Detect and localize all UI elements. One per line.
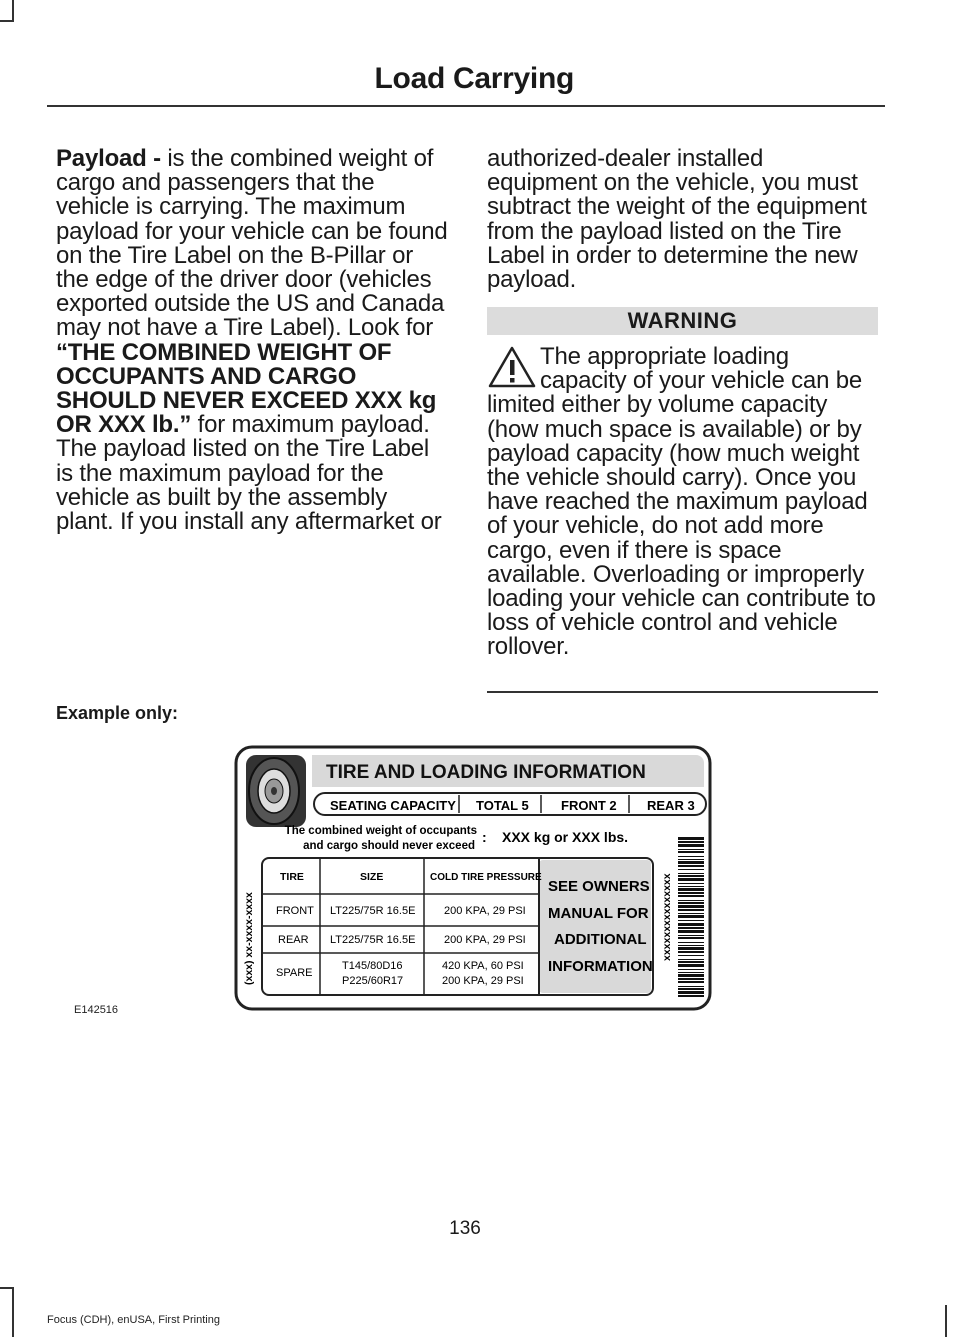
barcode-bar [678,892,704,894]
page-number: 136 [449,1218,481,1239]
barcode-bar [678,915,704,918]
barcode-bar [678,905,704,908]
barcode-bar [678,991,704,994]
barcode-bar [678,878,704,881]
page-title: Load Carrying [374,62,574,95]
seating-front: FRONT 2 [561,798,617,813]
barcode-code: xxxxxxxxxxxxxxx [661,873,673,961]
barcode-bar [678,837,704,840]
tire-loading-label [234,745,712,1011]
barcode-bar [678,978,704,980]
barcode-bar [678,988,704,990]
barcode-bar [678,986,704,987]
owners-manual-line-1: SEE OWNERS [548,878,650,895]
payload-text-2: for maximum payload. The payload listed on the Tire Label is the maximum payload for the vehicle as built by the assembly plant. If you install any aftermarket or [56,411,442,536]
barcode-bar [678,923,704,926]
barcode-bar [678,849,704,850]
barcode-bar [678,961,704,963]
owners-manual-line-3: ADDITIONAL [554,931,647,948]
barcode-bar [678,865,704,867]
example-label: Example only: [56,703,179,723]
seating-total: TOTAL 5 [476,798,529,813]
barcode-bar [678,964,704,967]
barcode-bar [678,859,704,860]
title-divider [47,105,885,107]
row-rear-tire: REAR [278,934,309,946]
barcode-bar [678,883,704,884]
row-spare-size-1: T145/80D16 [342,960,403,972]
seating-capacity-label: SEATING CAPACITY [330,798,456,813]
warning-divider [487,691,878,693]
tire-icon [246,755,306,827]
barcode-bar [678,873,704,874]
tire-label-title: TIRE AND LOADING INFORMATION [326,762,646,783]
barcode-bar [678,935,704,936]
barcode-bar [678,947,704,950]
barcode-bar [678,895,704,897]
owners-manual-line-2: MANUAL FOR [548,905,649,922]
barcode-bar [678,974,704,977]
warning-text: The appropriate loading capacity of your vehicle can be limited either by volume capacity (how much space is available) or by payload capacity (how much weight the vehicle should carry). Once you have reached the maximum payload of your vehicle, do not add more cargo, even if there is space available. Overloading or improperly loading your vehicle can contribute to loss of vehicle control and vehicle rollover. [487,343,876,661]
warning-body [487,345,879,660]
row-spare-pressure-2: 200 KPA, 29 PSI [442,975,524,987]
max-weight-value: XXX kg or XXX lbs. [502,829,629,845]
footer-text: Focus (CDH), enUSA, First Printing [47,1314,220,1326]
barcode-bar [678,920,704,921]
right-column [487,147,879,292]
barcode-bar [678,844,704,847]
barcode-bar [678,945,704,946]
barcode-bar [678,930,704,933]
right-paragraph: authorized-dealer installed equipment on the vehicle, you must subtract the weight of the equipment from the payload listed on the Tire Label in order to determine the new payload. [487,145,867,294]
barcode-bar [678,995,704,997]
barcode-bar [678,951,704,953]
barcode-bar [678,869,704,870]
row-spare-size-2: P225/60R17 [342,975,404,987]
row-rear-pressure: 200 KPA, 29 PSI [444,934,526,946]
row-spare-pressure-1: 420 KPA, 60 PSI [442,960,524,972]
barcode-bar [678,851,704,853]
barcode-bar [678,875,704,877]
barcode-bar [678,886,704,887]
barcode [678,837,704,997]
payload-term: Payload - [56,145,161,172]
barcode-bar [678,959,704,960]
combined-weight-line-1: The combined weight of occupants [284,825,477,837]
barcode-bar [678,972,704,973]
crop-mark [12,0,14,22]
combined-weight-colon: : [482,829,487,845]
warning-triangle-icon [487,345,537,393]
crop-mark [945,1305,947,1337]
barcode-bar [678,927,704,929]
row-front-pressure: 200 KPA, 29 PSI [444,905,526,917]
barcode-bar [678,888,704,891]
row-front-tire: FRONT [276,905,314,917]
left-column [56,147,448,534]
row-spare-tire: SPARE [276,967,313,979]
payload-paragraph [56,147,448,534]
owners-manual-line-4: INFORMATION [548,958,653,975]
header-pressure: COLD TIRE PRESSURE [430,872,542,883]
barcode-bar [678,969,704,970]
crop-mark [0,1287,14,1289]
payload-emphasis: “THE COMBINED WEIGHT OF OCCUPANTS AND CARGO SHOULD NEVER EXCEED XXX kg OR XXX lb.” [56,338,437,439]
barcode-bar [678,913,704,914]
barcode-bar [678,955,704,956]
barcode-bar [678,937,704,939]
side-code: (xxx) xx-xxxx-xxxx [243,892,255,985]
warning-heading: WARNING [487,307,878,335]
barcode-bar [678,841,704,843]
crop-mark [12,1287,14,1337]
barcode-bar [678,909,704,911]
barcode-bar [678,861,704,864]
header-size: SIZE [360,871,384,883]
row-front-size: LT225/75R 16.5E [330,905,416,917]
figure-code: E142516 [74,1004,119,1016]
barcode-bar [678,981,704,983]
row-rear-size: LT225/75R 16.5E [330,934,416,946]
barcode-bar [678,900,704,901]
barcode-bar [678,856,704,857]
seating-rear: REAR 3 [647,798,695,813]
crop-mark [0,20,14,22]
header-tire: TIRE [280,871,304,883]
payload-text-1: is the combined weight of cargo and passengers that the vehicle is carrying. The maximum payload for your vehicle can be found on the Tire Label on the B-Pillar or the edge of the driver door (vehicles exported outside the US and Canada may not have a Tire Label). Look for [56,145,448,342]
barcode-bar [678,942,704,943]
combined-weight-line-2: and cargo should never exceed [303,840,475,852]
barcode-bar [678,902,704,904]
